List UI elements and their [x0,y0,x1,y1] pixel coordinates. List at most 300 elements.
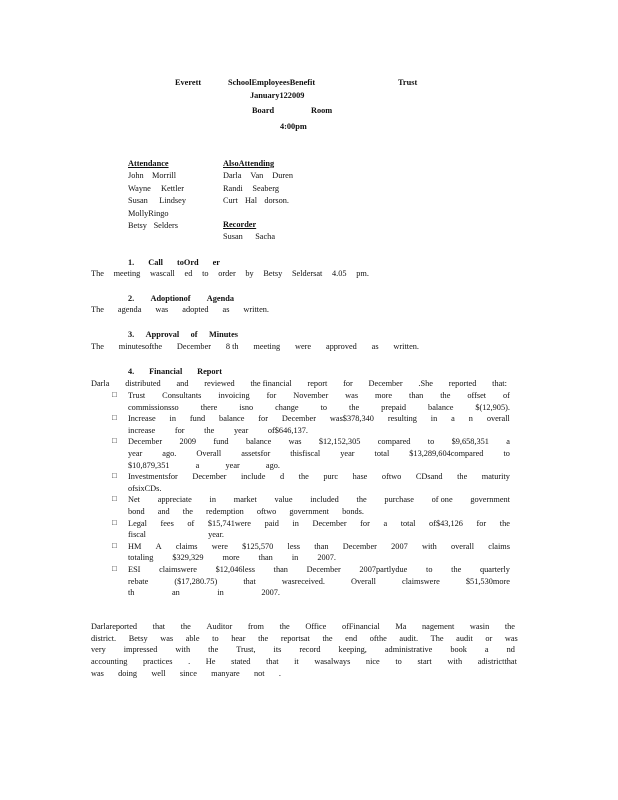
word: dorson. [264,196,289,206]
word: Randi [223,183,243,193]
word: ago. [265,460,280,470]
word: a [195,460,200,470]
word: Betsy [128,221,147,231]
word: for [360,518,370,528]
word: include [240,472,266,482]
word: the [457,472,468,482]
word: in [291,553,299,563]
word: . [188,657,191,667]
word: fees [160,518,174,528]
word: resulting [387,414,417,424]
word: Approval [145,330,180,339]
word: Agenda [206,294,234,303]
word: compared [377,437,411,447]
word: not [253,668,265,678]
word: the [180,622,191,631]
word: Overall [196,449,222,458]
word: manyare [211,668,240,678]
word: Minutes [208,330,238,339]
word: Consultants [162,391,202,400]
word: nagement [422,622,455,631]
word: the [451,565,462,574]
word: of one [431,495,453,505]
word: wasreceived. [281,576,325,586]
word: of [503,391,510,400]
word: purc [323,472,339,482]
word: appreciate [157,495,192,505]
word: year [340,449,355,458]
word: overall [486,414,510,424]
word: $10,879,351 [128,460,170,470]
word: written. [393,342,419,351]
word: doing [118,668,138,678]
word: ofFinancial [341,622,380,631]
word: from [247,622,264,631]
word: December [128,437,163,447]
word: ofthe [369,633,387,643]
word: administrative [384,645,433,655]
word: oftwo [381,472,402,482]
attendance-heading: Attendance [128,159,169,168]
word: $329,329 [172,553,204,563]
word: was [91,668,104,678]
word: was$378,340 [329,414,374,424]
word: December [192,472,227,482]
word: offset [467,391,487,400]
word: change [275,402,299,412]
word: than [258,553,273,563]
word: Report [197,367,222,376]
word: 2007partlydue [359,565,408,574]
word: end [345,633,358,643]
word: Seaberg [252,183,279,193]
word: claims [488,541,510,551]
word: government [289,507,329,516]
word: oftwo [256,507,277,516]
word: record [299,645,321,655]
word: prepaid [381,402,407,412]
word: approved [325,342,357,351]
word: the [349,402,360,412]
word: with [175,645,191,655]
section-title [128,294,234,304]
word: Lindsey [159,196,186,206]
word: that [243,576,256,586]
word: 1. [128,258,135,267]
word: accounting [91,657,128,667]
word: as [222,305,230,314]
word: in [209,495,217,505]
word: distributed [125,379,161,388]
word: year [233,425,249,435]
bullet-line [128,530,224,540]
word: $12,152,305 [318,437,361,447]
closing-line [91,645,515,655]
section-body [91,305,269,315]
bullet-line [128,414,510,424]
header-date: January122009 [250,91,305,100]
word: wasin [469,622,490,631]
word: since [179,668,197,678]
word: was [504,633,518,643]
word: redemption [206,507,244,516]
word: total [400,518,416,528]
closing-line [91,657,517,667]
section-title [128,367,222,377]
word: Morrill [152,171,176,180]
word: meeting [113,269,141,278]
word: .She [418,379,433,388]
word: its [273,645,282,655]
header-word-everett: Everett [175,78,202,87]
word: quarterly [479,565,510,574]
word: toOrd [176,258,199,267]
word: . [278,668,281,678]
header-room: Room [311,106,333,115]
bullet-line [128,403,510,413]
word: market [233,495,257,505]
section-title [128,330,238,340]
word: to [212,633,219,643]
bullet-line [128,507,364,517]
word: The [91,305,104,314]
word: that: [492,379,507,388]
word: $9,658,351 [451,437,489,447]
word: bonds. [342,507,364,516]
word: the [204,425,215,435]
word: Hal [245,196,258,206]
word: the [182,507,193,516]
word: an [171,588,180,598]
word: 2. [128,294,135,303]
word: He [205,657,216,667]
financial-intro [91,379,507,389]
word: n [468,414,473,424]
word: Increase [128,414,156,424]
word: balance [219,414,245,424]
word: Darlareported [91,622,138,631]
word: nice [365,657,380,667]
word: of [190,330,198,339]
section-body [91,269,369,279]
attendee-name [128,209,169,219]
word: audit. [399,633,419,643]
word: November [293,391,329,400]
word: book [450,645,467,655]
word: December [368,379,403,388]
attendee-name [128,171,176,181]
word: for [476,518,487,528]
word: the [322,633,333,643]
word: the [440,391,451,400]
word: the [258,633,269,643]
word: Legal [128,518,147,528]
word: Trust, [236,645,256,655]
word: order [218,269,236,278]
word: The [91,342,104,351]
word: and [157,507,170,516]
word: to [202,269,209,278]
bullet-line [128,588,280,598]
word: totaling [128,553,154,563]
word: increase [128,425,156,435]
word: Duren [272,171,293,180]
word: impressed [123,645,158,655]
bullet-line [128,426,308,436]
word: $13,289,604compared [409,449,484,458]
also-attending-name [223,184,279,194]
word: isno [239,402,254,412]
word: paid [264,518,279,528]
word: 2007 [391,541,408,551]
word: stated [231,657,251,667]
word: than [273,565,288,574]
word: Office [305,622,327,631]
bullet-line [128,484,196,494]
word: the [298,472,309,482]
word: for [258,414,268,424]
word: than [314,541,329,551]
word: than [409,391,424,400]
word: the [499,518,510,528]
word: fund [189,414,206,424]
word: total [374,449,390,458]
word: $51,530more [465,576,510,586]
bullet-icon: □ [112,413,117,423]
word: as [371,342,379,351]
word: in [292,518,299,528]
word: 4. [128,367,135,376]
recorder-heading: Recorder [223,220,257,229]
word: year [225,460,240,470]
word: start [417,657,432,667]
word: purchase [384,495,414,505]
word: to [320,402,328,412]
word: ofsixCDs. [128,483,162,493]
word: and [176,379,189,388]
word: there [200,402,218,412]
word: December [312,518,347,528]
bullet-icon: □ [112,517,117,527]
word: 8 th [225,342,239,351]
word: reviewed [204,379,235,388]
word: 2009 [179,437,197,447]
word: fiscal [128,530,146,540]
word: commissionsso [128,402,179,412]
word: government [470,495,510,505]
word: pm. [356,269,369,278]
word: th [128,588,135,598]
word: thisfiscal [290,449,321,458]
section-body [91,342,419,352]
word: was [160,633,174,643]
word: minutesofthe [118,342,163,351]
word: Call [148,258,163,267]
word: district. [91,633,117,643]
closing-line [91,622,515,632]
word: were [211,541,228,551]
word: keeping, [338,645,367,655]
word: that [152,622,166,631]
bullet-icon: □ [112,390,117,399]
word: a [451,414,455,424]
word: rebate [128,576,149,586]
word: to [395,657,402,667]
word: d [279,472,285,482]
word: for [343,379,353,388]
word: $15,741were [207,518,251,528]
header-word-trust: Trust [398,78,418,87]
word: year. [208,530,224,540]
word: by [245,269,254,278]
header-word-school: SchoolEmployeesBenefit [228,78,316,87]
word: the [504,622,515,631]
bullet-line [128,519,510,529]
word: the [208,645,219,655]
word: written. [243,305,269,314]
recorder-name-text [223,232,275,242]
attendee-name [128,196,186,206]
word: Sacha [255,232,275,241]
bullet-line [128,472,510,482]
word: 3. [128,330,135,339]
also-attending-heading: AlsoAttending [223,159,275,168]
word: bond [128,507,145,516]
word: more [222,553,240,563]
bullet-line [128,437,510,447]
word: audit [456,633,473,643]
word: was [155,305,169,314]
word: December [306,565,341,574]
word: December [176,342,212,351]
word: claimswere [159,565,197,574]
word: 4.05 [332,269,347,278]
word: in [430,414,438,424]
word: Curt [223,196,238,206]
word: Kettler [160,183,184,193]
word: balance [245,437,272,447]
word: for [266,391,277,400]
bullet-line [128,577,510,587]
bullet-icon: □ [112,494,117,504]
bullet-icon: □ [112,471,117,481]
word: er [212,258,220,267]
word: nd [506,645,515,655]
word: Seldersat [291,269,323,278]
word: MollyRingo [128,208,169,218]
bullet-line [128,449,510,459]
word: invoicing [218,391,250,400]
word: reportsat [280,633,310,643]
word: CDsand [415,472,443,482]
word: of$646,137. [267,425,308,435]
word: in [169,414,177,424]
word: the [279,622,290,631]
word: The [430,633,444,643]
bullet-line [128,391,510,401]
word: maturity [481,472,510,482]
word: Betsy [128,633,148,643]
word: meeting [253,342,281,351]
word: value [274,495,293,505]
word: balance [428,402,454,412]
bullet-icon: □ [112,540,117,550]
word: was [288,437,302,447]
attendee-name [128,184,184,194]
word: hear [231,633,246,643]
closing-line [91,669,281,679]
word: adopted [182,305,209,314]
word: December [342,541,377,551]
word: of$43,126 [429,518,463,528]
bullet-line [128,542,510,552]
word: Darla [91,379,110,388]
bullet-line [128,553,336,563]
word: Susan [128,196,148,206]
word: the [356,495,367,505]
word: 2007. [261,588,280,598]
word: very [91,645,106,655]
word: of [187,518,195,528]
word: Financial [149,367,183,376]
word: ($17,280.75) [174,576,218,586]
word: it [294,657,299,667]
word: was [345,391,359,400]
word: Overall [351,576,376,586]
word: assetsfor [241,449,271,458]
closing-line [91,634,518,644]
word: able [185,633,200,643]
word: reported [448,379,477,388]
word: Investmentsfor [128,472,178,482]
word: fund [213,437,229,447]
word: report [307,379,328,388]
word: agenda [117,305,142,314]
word: or [485,633,493,643]
word: ESI [128,565,141,574]
word: $125,570 [242,541,274,551]
section-title [128,258,220,268]
bullet-line [128,461,280,471]
word: less [287,541,300,551]
word: wasalways [314,657,351,667]
word: Adoptionof [150,294,191,303]
word: ed [184,269,193,278]
word: $(12,905). [475,402,510,412]
word: that [266,657,279,667]
word: The [91,269,104,278]
word: included [310,495,339,505]
word: to [427,437,435,447]
bullet-line [128,495,510,505]
word: December [281,414,316,424]
word: Wayne [128,183,151,193]
bullet-icon: □ [112,436,117,446]
word: overall [451,541,475,551]
word: to [503,449,510,458]
attendee-name [128,221,178,231]
word: well [151,668,166,678]
word: the financial [250,379,292,388]
bullet-line [128,565,510,575]
word: Auditor [206,622,233,631]
header-board: Board [252,106,275,115]
word: John [128,171,144,180]
word: Van [250,171,264,180]
also-attending-name [223,171,293,181]
word: to [426,565,433,574]
word: $12,046less [215,565,255,574]
